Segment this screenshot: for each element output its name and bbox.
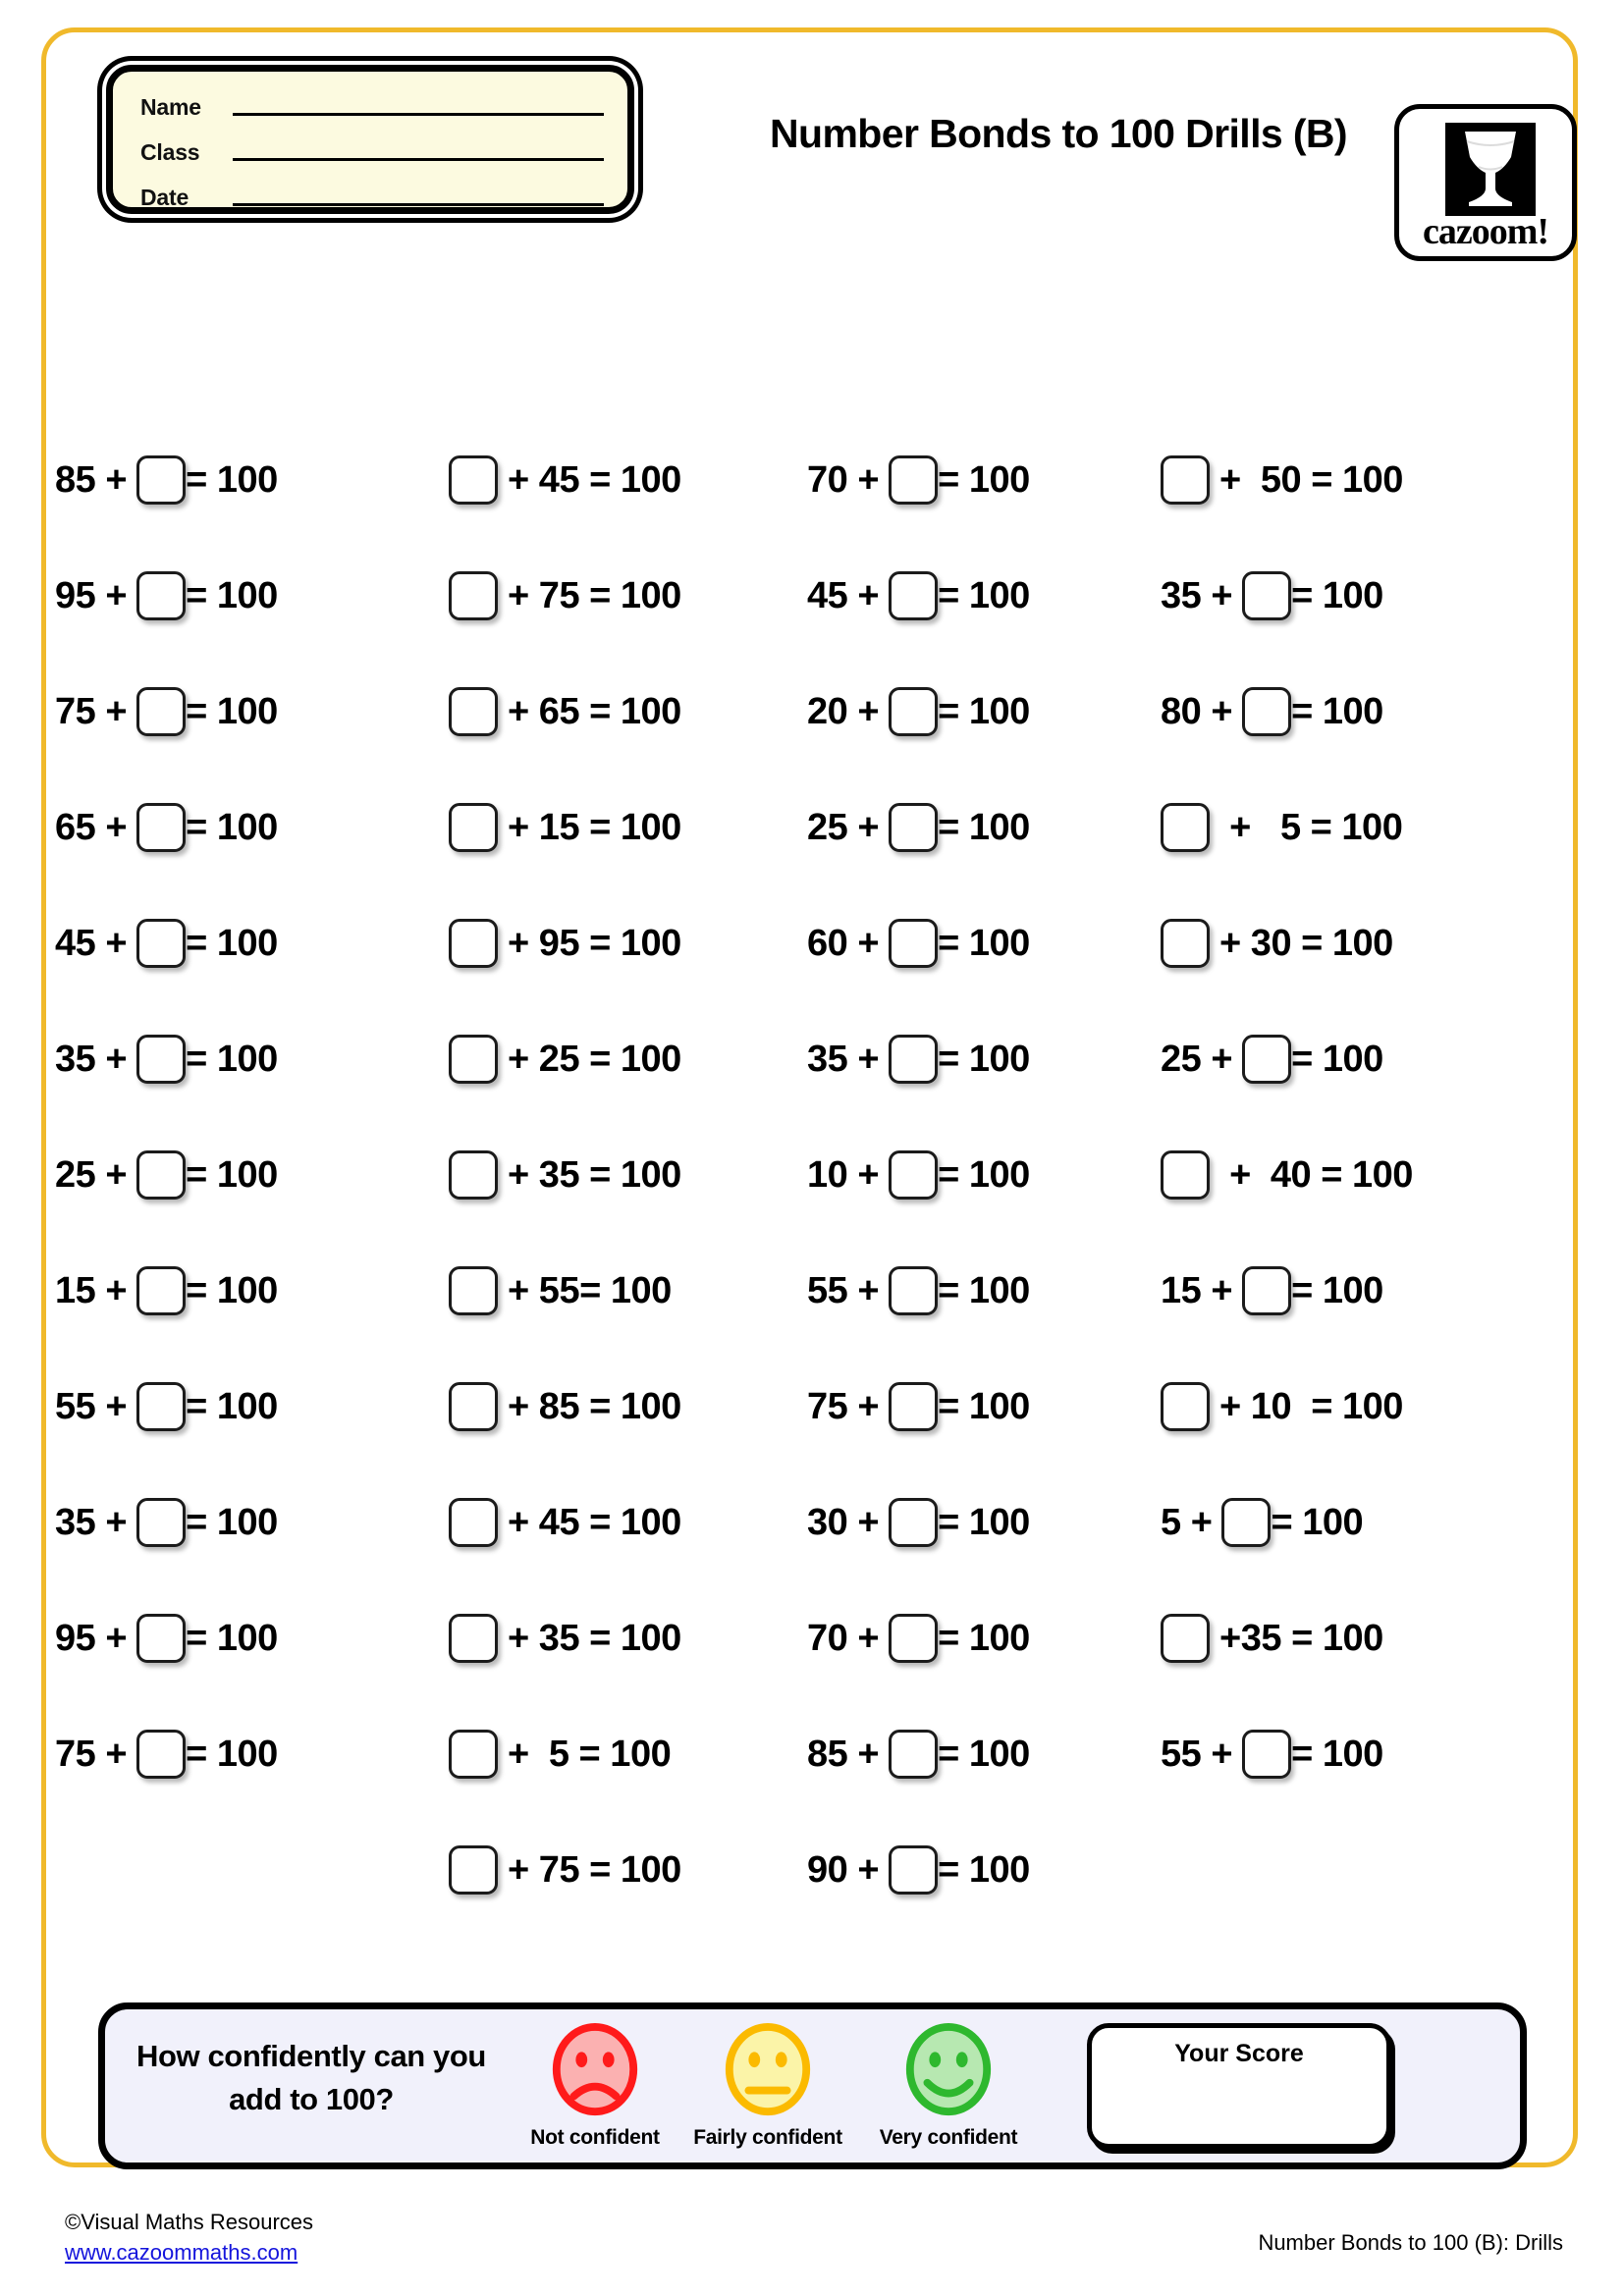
happy-face-icon[interactable] [900,2023,997,2119]
problem-left-operand: 10 + [807,1153,890,1196]
problem-left-operand: 85 + [55,458,137,501]
answer-box[interactable] [1221,1498,1271,1547]
problem-row [807,885,1131,1001]
problem-row [55,1233,399,1349]
problem-right-expression: = 100 [186,690,278,732]
answer-box[interactable] [1242,571,1291,620]
problem-right-expression: + 45 = 100 [498,458,681,501]
problem-right-expression: = 100 [1271,1501,1364,1543]
problem-left-operand: 85 + [807,1733,890,1775]
problem-row [449,1812,763,1928]
problem-left-operand: 35 + [1161,574,1243,616]
problem-row [449,1465,763,1580]
class-write-line[interactable] [233,158,604,161]
answer-box[interactable] [1242,687,1291,736]
problem-right-expression: = 100 [938,922,1030,964]
answer-box[interactable] [449,803,498,852]
answer-box[interactable] [1242,1266,1291,1315]
problem-left-operand: 35 + [55,1501,137,1543]
answer-box[interactable] [889,1498,938,1547]
problem-right-expression: + 45 = 100 [498,1501,681,1543]
problem-left-operand: 35 + [55,1038,137,1080]
answer-box[interactable] [889,803,938,852]
confidence-option-very[interactable] [855,2023,1042,2150]
problem-row [449,654,763,770]
problem-row [1161,1580,1543,1696]
logo-wordmark: cazoom! [1422,211,1549,252]
problem-row [807,1001,1131,1117]
problem-row [55,1117,399,1233]
answer-box[interactable] [449,919,498,968]
answer-box[interactable] [136,1150,186,1200]
confidence-label-very: Very confident [879,2126,1018,2149]
problem-right-expression: + 25 = 100 [498,1038,681,1080]
answer-box[interactable] [136,803,186,852]
answer-box[interactable] [1242,1035,1291,1084]
problem-row [807,1696,1131,1812]
answer-box[interactable] [136,455,186,505]
problem-left-operand: 25 + [55,1153,137,1196]
problem-right-expression: = 100 [938,806,1030,848]
problem-right-expression: +35 = 100 [1210,1617,1383,1659]
goblet-icon [1445,123,1536,216]
problem-left-operand: 75 + [55,1733,137,1775]
problem-row [449,1696,763,1812]
answer-box[interactable] [136,1035,186,1084]
problem-column-1 [55,422,399,1812]
problem-row [449,538,763,654]
problem-right-expression: = 100 [186,806,278,848]
answer-box[interactable] [1161,1382,1210,1431]
score-box[interactable] [1087,2023,1391,2149]
answer-box[interactable] [449,1498,498,1547]
problem-right-expression: = 100 [186,1153,278,1196]
problem-left-operand: 45 + [807,574,890,616]
problem-row [449,1001,763,1117]
answer-box[interactable] [136,687,186,736]
confidence-option-not[interactable] [502,2023,688,2150]
confidence-label-fairly: Fairly confident [693,2126,842,2149]
answer-box[interactable] [1161,1150,1210,1200]
problem-right-expression: = 100 [938,1617,1030,1659]
problem-row [449,1117,763,1233]
answer-box[interactable] [449,1266,498,1315]
answer-box[interactable] [449,1730,498,1779]
cazoom-logo [1394,104,1577,261]
problem-left-operand: 15 + [1161,1269,1243,1311]
problem-row [1161,1001,1543,1117]
name-write-line[interactable] [233,113,604,116]
problem-row [449,1349,763,1465]
answer-box[interactable] [1161,919,1210,968]
date-write-line[interactable] [233,203,604,206]
problem-right-expression: + 5 = 100 [498,1733,672,1775]
problem-left-operand: 80 + [1161,690,1243,732]
footer-sheet-name: Number Bonds to 100 (B): Drills [1258,2230,1563,2255]
problem-left-operand: 55 + [1161,1733,1243,1775]
answer-box[interactable] [136,1266,186,1315]
problem-right-expression: = 100 [1291,1038,1383,1080]
problem-right-expression: = 100 [186,458,278,501]
answer-box[interactable] [449,687,498,736]
goblet-shape [1455,128,1526,210]
answer-box[interactable] [449,1845,498,1895]
problem-row [55,1465,399,1580]
problem-left-operand: 95 + [55,574,137,616]
problem-row [449,422,763,538]
problem-right-expression: + 85 = 100 [498,1385,681,1427]
problem-left-operand: 90 + [807,1848,890,1891]
page-title: Number Bonds to 100 Drills (B) [770,111,1347,156]
answer-box[interactable] [889,1382,938,1431]
problem-left-operand: 15 + [55,1269,137,1311]
copyright-text: ©Visual Maths Resources [65,2210,314,2234]
problem-right-expression: = 100 [938,1038,1030,1080]
website-link[interactable]: www.cazoommaths.com [65,2240,298,2266]
neutral-face-icon[interactable] [720,2023,816,2119]
confidence-option-fairly[interactable] [675,2023,861,2150]
problem-row [1161,422,1543,538]
date-label: Date [140,185,189,210]
problem-row [1161,885,1543,1001]
problem-row [1161,1349,1543,1465]
problem-row [55,654,399,770]
answer-box[interactable] [1161,455,1210,505]
problem-row [55,422,399,538]
answer-box[interactable] [136,1382,186,1431]
problem-row [1161,654,1543,770]
problem-right-expression: + 40 = 100 [1210,1153,1413,1196]
answer-box[interactable] [449,1614,498,1663]
problem-row [807,1465,1131,1580]
answer-box[interactable] [889,1845,938,1895]
problem-right-expression: = 100 [938,1269,1030,1311]
problem-row [807,1117,1131,1233]
answer-box[interactable] [889,455,938,505]
problem-row [807,538,1131,654]
problem-right-expression: + 35 = 100 [498,1153,681,1196]
problems-grid [41,422,1578,1934]
worksheet-header [41,27,1578,253]
problem-right-expression: = 100 [1291,574,1383,616]
problem-row [449,1233,763,1349]
name-label: Name [140,94,201,120]
problem-right-expression: + 50 = 100 [1210,458,1403,501]
problem-right-expression: = 100 [938,458,1030,501]
problem-row [1161,1117,1543,1233]
problem-right-expression: + 5 = 100 [1210,806,1403,848]
problem-right-expression: = 100 [1291,1269,1383,1311]
answer-box[interactable] [889,687,938,736]
class-label: Class [140,139,200,165]
answer-box[interactable] [449,1035,498,1084]
problem-row [807,1233,1131,1349]
answer-box[interactable] [449,571,498,620]
problem-right-expression: + 65 = 100 [498,690,681,732]
answer-box[interactable] [889,919,938,968]
answer-box[interactable] [136,1498,186,1547]
problem-row [807,654,1131,770]
problem-right-expression: = 100 [186,1385,278,1427]
score-label: Your Score [1174,2040,1304,2067]
problem-right-expression: = 100 [1291,1733,1383,1775]
problem-row [807,770,1131,885]
name-row [140,87,612,119]
problem-right-expression: + 55= 100 [498,1269,672,1311]
problem-row [55,1696,399,1812]
problem-row [449,885,763,1001]
confidence-bar [98,2002,1527,2169]
sad-face-icon[interactable] [547,2023,643,2119]
answer-box[interactable] [889,1266,938,1315]
answer-box[interactable] [136,919,186,968]
problem-right-expression: = 100 [938,574,1030,616]
confidence-question: How confidently can you add to 100? [136,2039,486,2117]
problem-right-expression: + 15 = 100 [498,806,681,848]
problem-right-expression: = 100 [186,1501,278,1543]
problem-left-operand: 75 + [807,1385,890,1427]
problem-column-2 [449,422,763,1928]
problem-right-expression: = 100 [186,1038,278,1080]
answer-box[interactable] [889,1730,938,1779]
problem-right-expression: = 100 [186,574,278,616]
answer-box[interactable] [136,571,186,620]
answer-box[interactable] [889,1035,938,1084]
problem-right-expression: + 10 = 100 [1210,1385,1403,1427]
problem-row [449,770,763,885]
problem-left-operand: 55 + [55,1385,137,1427]
answer-box[interactable] [136,1614,186,1663]
problem-left-operand: 65 + [55,806,137,848]
answer-box[interactable] [889,1150,938,1200]
problem-left-operand: 95 + [55,1617,137,1659]
problem-left-operand: 25 + [807,806,890,848]
answer-box[interactable] [136,1730,186,1779]
problem-left-operand: 70 + [807,458,890,501]
answer-box[interactable] [889,1614,938,1663]
problem-right-expression: = 100 [938,1848,1030,1891]
problem-left-operand: 25 + [1161,1038,1243,1080]
problem-right-expression: = 100 [938,1501,1030,1543]
problem-right-expression: = 100 [938,1385,1030,1427]
problem-right-expression: + 35 = 100 [498,1617,681,1659]
problem-right-expression: = 100 [186,1269,278,1311]
answer-box[interactable] [449,1382,498,1431]
confidence-label-not: Not confident [530,2126,660,2149]
problem-row [807,1812,1131,1928]
class-row [140,133,612,164]
date-row [140,178,612,209]
problem-row [1161,1696,1543,1812]
problem-row [807,1349,1131,1465]
answer-box[interactable] [449,1150,498,1200]
problem-column-3 [807,422,1131,1928]
problem-right-expression: = 100 [938,1733,1030,1775]
answer-box[interactable] [889,571,938,620]
problem-row [55,538,399,654]
problem-left-operand: 70 + [807,1617,890,1659]
problem-left-operand: 5 + [1161,1501,1222,1543]
problem-row [55,1349,399,1465]
problem-row [807,422,1131,538]
problem-left-operand: 75 + [55,690,137,732]
problem-left-operand: 45 + [55,922,137,964]
problem-row [1161,538,1543,654]
problem-right-expression: + 75 = 100 [498,1848,681,1891]
problem-row [55,885,399,1001]
problem-row [55,1001,399,1117]
problem-row [1161,770,1543,885]
problem-right-expression: = 100 [186,922,278,964]
problem-right-expression: + 75 = 100 [498,574,681,616]
footer-credits [65,2207,313,2268]
answer-box[interactable] [1161,803,1210,852]
problem-row [449,1580,763,1696]
problem-row [55,1580,399,1696]
problem-column-4 [1161,422,1543,1812]
answer-box[interactable] [449,455,498,505]
answer-box[interactable] [1161,1614,1210,1663]
problem-left-operand: 60 + [807,922,890,964]
problem-right-expression: = 100 [186,1617,278,1659]
problem-left-operand: 30 + [807,1501,890,1543]
problem-right-expression: + 95 = 100 [498,922,681,964]
problem-right-expression: + 30 = 100 [1210,922,1393,964]
problem-left-operand: 55 + [807,1269,890,1311]
problem-row [55,770,399,885]
problem-row [807,1580,1131,1696]
answer-box[interactable] [1242,1730,1291,1779]
problem-right-expression: = 100 [1291,690,1383,732]
problem-row [1161,1465,1543,1580]
problem-left-operand: 20 + [807,690,890,732]
problem-right-expression: = 100 [938,690,1030,732]
problem-right-expression: = 100 [186,1733,278,1775]
problem-row [1161,1233,1543,1349]
problem-left-operand: 35 + [807,1038,890,1080]
problem-right-expression: = 100 [938,1153,1030,1196]
student-details-box [106,65,634,214]
